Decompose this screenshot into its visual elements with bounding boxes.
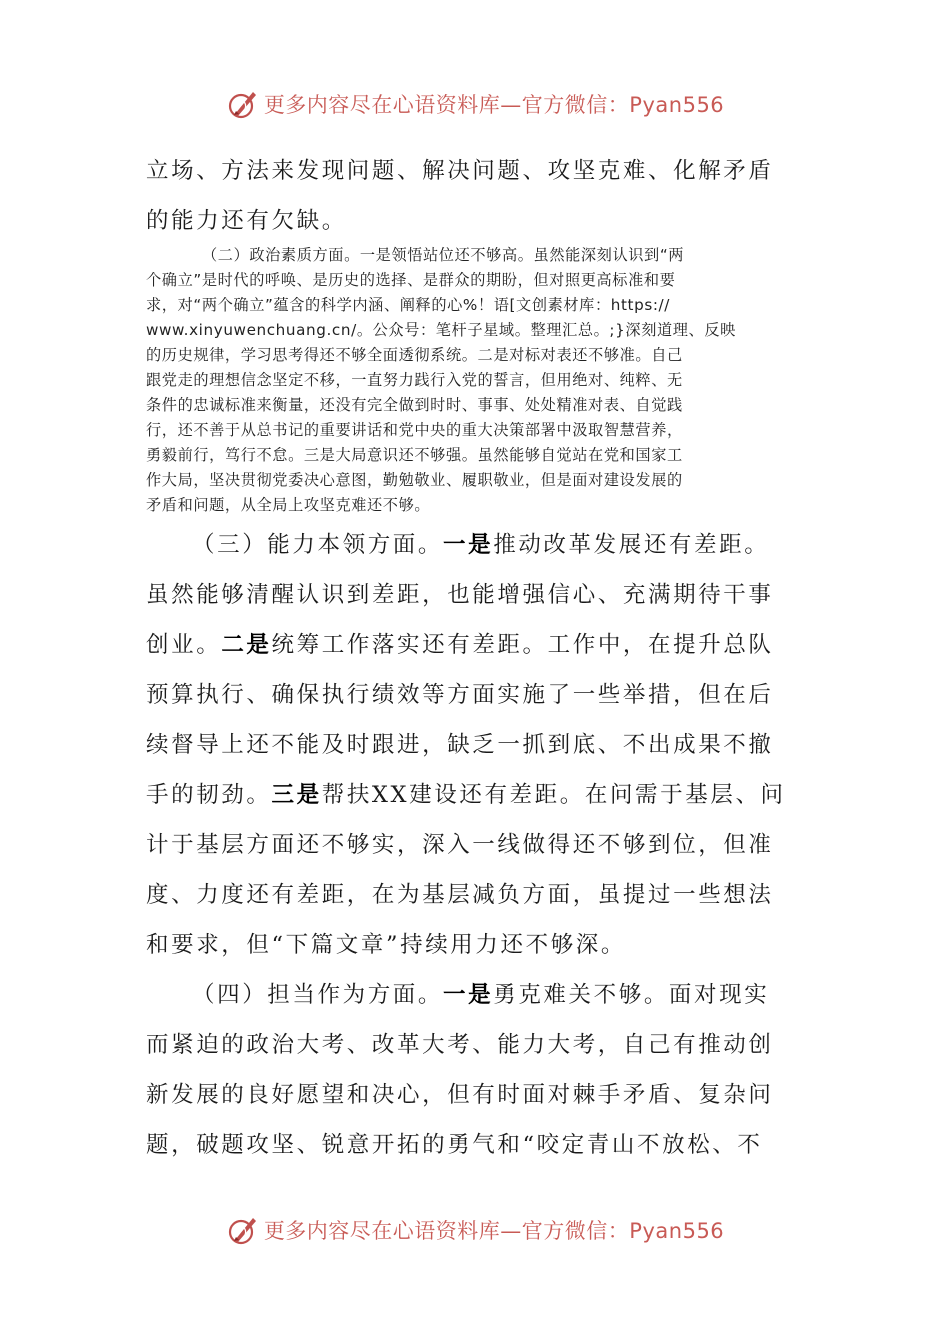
- body-line: [146, 770, 796, 820]
- header-banner-text: 更多内容尽在心语资料库—官方微信：Pyan556: [263, 93, 725, 117]
- point-marker: 二是: [221, 632, 272, 658]
- pen-brush-logo-icon: [226, 1213, 260, 1247]
- body-line: 的能力还有欠缺。: [146, 208, 347, 234]
- section-4-title: （四）担当作为方面。: [192, 982, 444, 1008]
- section-3-title: （三）能力本领方面。: [192, 532, 444, 558]
- footer-banner: [0, 1210, 950, 1250]
- pen-brush-logo-icon: [226, 87, 260, 121]
- section-3-heading-line: [146, 520, 842, 570]
- point-marker: 三是: [271, 782, 322, 808]
- body-line: 立场、方法来发现问题、解决问题、攻坚克难、化解矛盾: [146, 158, 774, 184]
- body-line: 度、力度还有差距，在为基层减负方面，虽提过一些想法: [146, 882, 774, 908]
- small-line: 求，对“两个确立”蕴含的科学内涵、阐释的心%！语[文创素材库：https://: [146, 296, 670, 314]
- body-text: 统筹工作落实还有差距。工作中，在提升总队: [271, 632, 774, 658]
- body-text: 勇克难关不够。面对现实: [493, 982, 770, 1008]
- body-line: 而紧迫的政治大考、改革大考、能力大考，自己有推动创: [146, 1032, 774, 1058]
- body-line: 预算执行、确保执行绩效等方面实施了一些举措，但在后: [146, 682, 774, 708]
- header-banner: [0, 84, 950, 124]
- section-2-paragraph: [146, 243, 806, 518]
- body-line: 新发展的良好愿望和决心，但有时面对棘手矛盾、复杂问: [146, 1082, 774, 1108]
- body-text: 帮扶XX建设还有差距。在问需于基层、问: [321, 782, 786, 808]
- body-text: 推动改革发展还有差距。: [493, 532, 770, 558]
- point-marker: 一是: [443, 982, 494, 1008]
- small-line: 条件的忠诚标准来衡量，还没有完全做到时时、事事、处处精准对表、自觉践: [146, 396, 683, 414]
- small-line: 的历史规律，学习思考得还不够全面透彻系统。二是对标对表还不够准。自己: [146, 346, 683, 364]
- body-line: 题，破题攻坚、锐意开拓的勇气和“咬定青山不放松、不: [146, 1132, 763, 1158]
- body-line: 续督导上还不能及时跟进，缺乏一抓到底、不出成果不撤: [146, 732, 774, 758]
- small-line: （二）政治素质方面。一是领悟站位还不够高。虽然能深刻认识到“两: [202, 246, 685, 264]
- small-line: www.xinyuwenchuang.cn/。公众号：笔杆子星域。整理汇总。;}深刻道理、反映: [146, 321, 736, 339]
- small-line: 跟党走的理想信念坚定不移，一直努力践行入党的誓言，但用绝对、纯粹、无: [146, 371, 683, 389]
- small-line: 个确立”是时代的呼唤、是历史的选择、是群众的期盼，但对照更高标准和要: [146, 271, 676, 289]
- body-text: 创业。: [146, 632, 222, 658]
- body-text: 手的韧劲。: [146, 782, 272, 808]
- small-line: 矛盾和问题，从全局上攻坚克难还不够。: [146, 496, 431, 514]
- body-line: 计于基层方面还不够实，深入一线做得还不够到位，但准: [146, 832, 774, 858]
- section-4-heading-line: [146, 970, 842, 1020]
- small-line: 行，还不善于从总书记的重要讲话和党中央的重大决策部署中汲取智慧营养，: [146, 421, 683, 439]
- footer-banner-text: 更多内容尽在心语资料库—官方微信：Pyan556: [263, 1219, 725, 1243]
- point-marker: 一是: [443, 532, 494, 558]
- body-line: 和要求，但“下篇文章”持续用力还不够深。: [146, 932, 627, 958]
- small-line: 作大局，坚决贯彻党委决心意图，勤勉敬业、履职敬业，但是面对建设发展的: [146, 471, 683, 489]
- body-line: [146, 620, 796, 670]
- small-line: 勇毅前行，笃行不怠。三是大局意识还不够强。虽然能够自觉站在党和国家工: [146, 446, 683, 464]
- body-line: 虽然能够清醒认识到差距，也能增强信心、充满期待干事: [146, 582, 774, 608]
